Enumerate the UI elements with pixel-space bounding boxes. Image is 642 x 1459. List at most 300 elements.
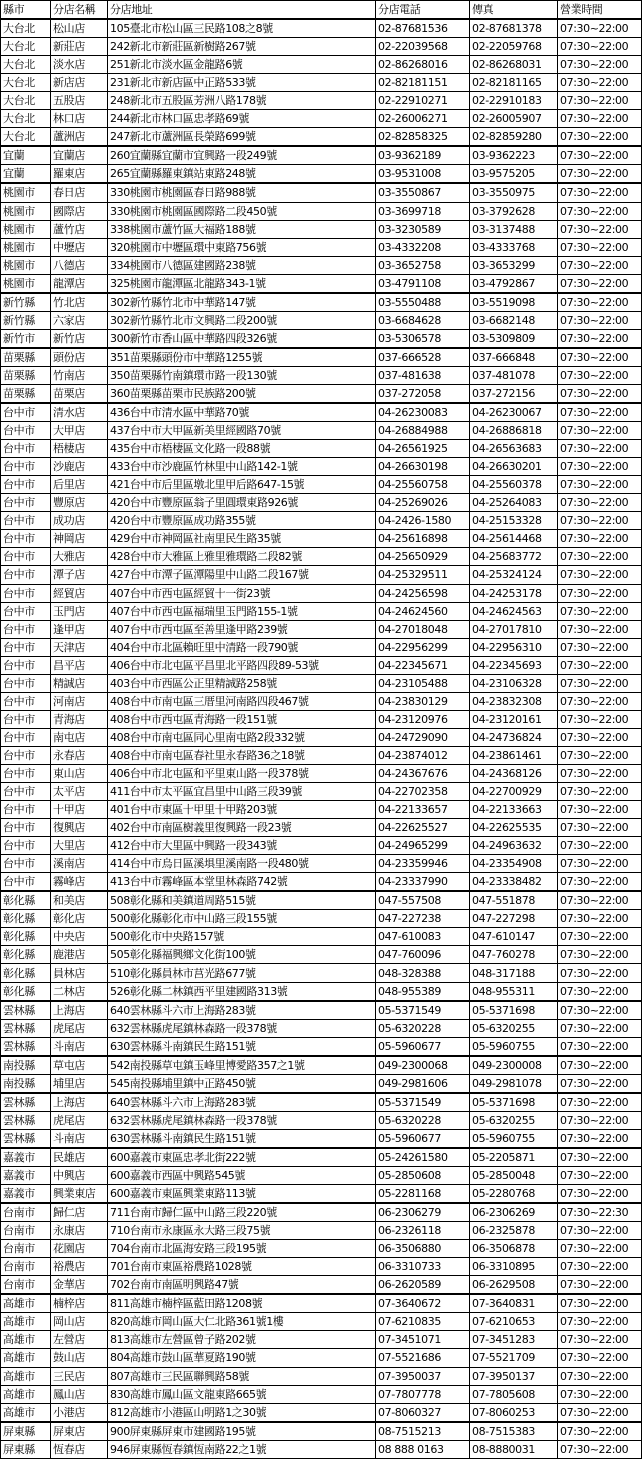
hours-cell: 07:30~22:00 <box>558 1037 642 1056</box>
address-cell: 807高雄市三民區聯興路58號 <box>108 1367 376 1385</box>
phone-cell: 04-22625527 <box>376 819 470 837</box>
address-cell: 420台中市豐原區翁子里圓環東路926號 <box>108 494 376 512</box>
table-row <box>1 92 642 110</box>
address-cell: 505彰化縣福興鄉文化街100號 <box>108 946 376 964</box>
store-name-cell: 精誠店 <box>51 674 108 692</box>
hours-cell: 07:30~22:00 <box>558 494 642 512</box>
phone-cell: 03-3230589 <box>376 220 470 238</box>
store-name-cell: 溪南店 <box>51 855 108 873</box>
phone-cell: 04-24256598 <box>376 584 470 602</box>
table-row <box>1 1349 642 1367</box>
store-name-cell: 大甲店 <box>51 422 108 440</box>
hours-cell: 07:30~22:00 <box>558 982 642 1001</box>
hours-cell: 07:30~22:00 <box>558 1331 642 1349</box>
table-row <box>1 819 642 837</box>
hours-cell: 07:30~22:00 <box>558 764 642 782</box>
county-cell: 雲林縣 <box>1 1111 51 1129</box>
address-cell: 408台中市西屯區青海路一段151號 <box>108 710 376 728</box>
hours-cell: 07:30~22:00 <box>558 566 642 584</box>
fax-cell: 05-2205871 <box>470 1148 558 1167</box>
store-name-cell: 竹北店 <box>51 293 108 312</box>
county-cell: 台中市 <box>1 422 51 440</box>
table-row <box>1 256 642 274</box>
fax-cell: 04-23120161 <box>470 710 558 728</box>
fax-cell: 02-22910183 <box>470 92 558 110</box>
table-row <box>1 183 642 202</box>
phone-cell: 04-22345671 <box>376 656 470 674</box>
address-cell: 407台中市西屯區至善里逢甲路239號 <box>108 620 376 638</box>
table-row <box>1 548 642 566</box>
table-row <box>1 928 642 946</box>
county-cell: 台中市 <box>1 728 51 746</box>
county-cell: 苗栗縣 <box>1 384 51 403</box>
phone-cell: 07-3451071 <box>376 1331 470 1349</box>
fax-cell: 04-22625535 <box>470 819 558 837</box>
county-cell: 宜蘭 <box>1 165 51 184</box>
table-row <box>1 146 642 165</box>
fax-cell: 05-5960755 <box>470 1129 558 1148</box>
hours-cell: 07:30~22:00 <box>558 656 642 674</box>
store-name-cell: 小港店 <box>51 1403 108 1422</box>
county-cell: 台中市 <box>1 837 51 855</box>
store-name-cell: 恆春店 <box>51 1440 108 1458</box>
table-row <box>1 403 642 422</box>
hours-cell: 07:30~22:30 <box>558 1203 642 1222</box>
address-cell: 710台南市永康區永大路三段75號 <box>108 1222 376 1240</box>
store-name-cell: 中央店 <box>51 928 108 946</box>
store-name-cell: 岡山店 <box>51 1313 108 1331</box>
county-cell: 新竹縣 <box>1 293 51 312</box>
county-cell: 彰化縣 <box>1 928 51 946</box>
fax-cell: 08-8880031 <box>470 1440 558 1458</box>
fax-cell: 05-6320255 <box>470 1019 558 1037</box>
county-cell: 台中市 <box>1 476 51 494</box>
store-name-cell: 豐原店 <box>51 494 108 512</box>
phone-cell: 03-5306578 <box>376 329 470 348</box>
county-cell: 台中市 <box>1 584 51 602</box>
county-cell: 大台北 <box>1 19 51 38</box>
fax-cell: 04-22345693 <box>470 656 558 674</box>
hours-cell: 07:30~22:00 <box>558 1422 642 1441</box>
table-row <box>1 1276 642 1295</box>
fax-cell: 047-760278 <box>470 946 558 964</box>
hours-cell: 07:30~22:00 <box>558 530 642 548</box>
fax-cell: 049-2300008 <box>470 1056 558 1075</box>
store-name-cell: 新店店 <box>51 74 108 92</box>
address-cell: 350苗栗縣竹南鎮環市路一段130號 <box>108 366 376 384</box>
county-cell: 嘉義市 <box>1 1167 51 1185</box>
phone-cell: 04-22956299 <box>376 638 470 656</box>
phone-cell: 07-5521686 <box>376 1349 470 1367</box>
table-row <box>1 1148 642 1167</box>
table-row <box>1 620 642 638</box>
phone-cell: 03-4332208 <box>376 238 470 256</box>
county-cell: 屏東縣 <box>1 1422 51 1441</box>
hours-cell: 07:30~22:00 <box>558 458 642 476</box>
table-row <box>1 1167 642 1185</box>
hours-cell: 07:30~22:00 <box>558 92 642 110</box>
address-cell: 414台中市烏日區溪埧里溪南路一段480號 <box>108 855 376 873</box>
table-row <box>1 1111 642 1129</box>
county-cell: 高雄市 <box>1 1313 51 1331</box>
fax-cell: 048-955311 <box>470 982 558 1001</box>
fax-cell: 05-5371698 <box>470 1093 558 1112</box>
table-row <box>1 728 642 746</box>
fax-cell: 04-25153328 <box>470 512 558 530</box>
phone-cell: 07-3640672 <box>376 1294 470 1313</box>
phone-cell: 02-26006271 <box>376 110 470 128</box>
address-cell: 404台中市北區賴旺里中清路一段790號 <box>108 638 376 656</box>
hours-cell: 07:30~22:00 <box>558 440 642 458</box>
address-cell: 630雲林縣斗南鎮民生路151號 <box>108 1129 376 1148</box>
table-row <box>1 128 642 147</box>
table-row <box>1 584 642 602</box>
fax-cell: 03-5519098 <box>470 293 558 312</box>
store-name-cell: 歸仁店 <box>51 1203 108 1222</box>
table-row <box>1 329 642 348</box>
table-row <box>1 494 642 512</box>
county-cell: 南投縣 <box>1 1074 51 1093</box>
store-name-column-header: 分店名稱 <box>51 1 108 20</box>
phone-cell: 04-25650929 <box>376 548 470 566</box>
hours-cell: 07:30~22:00 <box>558 202 642 220</box>
county-cell: 台中市 <box>1 710 51 728</box>
hours-cell: 07:30~22:00 <box>558 819 642 837</box>
store-name-cell: 蘆竹店 <box>51 220 108 238</box>
store-name-cell: 二林店 <box>51 982 108 1001</box>
store-name-cell: 東山店 <box>51 764 108 782</box>
hours-cell: 07:30~22:00 <box>558 855 642 873</box>
hours-cell: 07:30~22:00 <box>558 165 642 184</box>
hours-cell: 07:30~22:00 <box>558 274 642 293</box>
store-name-cell: 上海店 <box>51 1093 108 1112</box>
fax-cell: 04-26230067 <box>470 403 558 422</box>
county-cell: 台中市 <box>1 819 51 837</box>
address-cell: 413台中市霧峰區本堂里林森路742號 <box>108 873 376 892</box>
store-name-cell: 河南店 <box>51 692 108 710</box>
address-cell: 704台南市北區海安路三段195號 <box>108 1240 376 1258</box>
address-cell: 804高雄市鼓山區華夏路190號 <box>108 1349 376 1367</box>
county-cell: 台中市 <box>1 801 51 819</box>
county-cell: 台中市 <box>1 656 51 674</box>
hours-cell: 07:30~22:00 <box>558 801 642 819</box>
phone-cell: 03-4791108 <box>376 274 470 293</box>
table-row <box>1 1422 642 1441</box>
address-cell: 711台南市歸仁區中山路三段220號 <box>108 1203 376 1222</box>
table-row <box>1 476 642 494</box>
hours-cell: 07:30~22:00 <box>558 692 642 710</box>
store-name-cell: 埔里店 <box>51 1074 108 1093</box>
table-row <box>1 348 642 367</box>
hours-cell: 07:30~22:00 <box>558 110 642 128</box>
county-cell: 雲林縣 <box>1 1093 51 1112</box>
address-cell: 325桃園市龍潭區北龍路343-1號 <box>108 274 376 293</box>
table-row <box>1 530 642 548</box>
fax-cell: 037-666848 <box>470 348 558 367</box>
store-name-cell: 潭子店 <box>51 566 108 584</box>
hours-cell: 07:30~22:00 <box>558 964 642 982</box>
table-row <box>1 311 642 329</box>
store-name-cell: 民雄店 <box>51 1148 108 1167</box>
address-cell: 421台中市后里區墩北里甲后路647-15號 <box>108 476 376 494</box>
fax-cell: 03-6682148 <box>470 311 558 329</box>
address-cell: 406台中市北屯區平昌里北平路四段89-53號 <box>108 656 376 674</box>
phone-cell: 03-9362189 <box>376 146 470 165</box>
address-cell: 244新北市林口區忠孝路69號 <box>108 110 376 128</box>
store-name-cell: 南屯店 <box>51 728 108 746</box>
store-name-cell: 羅東店 <box>51 165 108 184</box>
store-name-cell: 新莊店 <box>51 38 108 56</box>
store-name-cell: 興業東店 <box>51 1185 108 1204</box>
hours-cell: 07:30~22:00 <box>558 638 642 656</box>
county-cell: 高雄市 <box>1 1385 51 1403</box>
hours-cell: 07:30~22:00 <box>558 238 642 256</box>
county-cell: 台中市 <box>1 530 51 548</box>
fax-column-header: 傳真 <box>470 1 558 20</box>
fax-cell: 04-25614468 <box>470 530 558 548</box>
phone-cell: 04-27018048 <box>376 620 470 638</box>
hours-cell: 07:30~22:00 <box>558 1258 642 1276</box>
address-cell: 260宜蘭縣宜蘭市宜興路一段249號 <box>108 146 376 165</box>
store-name-cell: 虎尾店 <box>51 1111 108 1129</box>
phone-cell: 04-26884988 <box>376 422 470 440</box>
address-cell: 408台中市南屯區同心里南屯路2段332號 <box>108 728 376 746</box>
address-cell: 428台中市大雅區上雅里雅環路二段82號 <box>108 548 376 566</box>
table-row <box>1 74 642 92</box>
county-cell: 桃園市 <box>1 274 51 293</box>
hours-cell: 07:30~22:00 <box>558 146 642 165</box>
store-name-cell: 大里店 <box>51 837 108 855</box>
fax-cell: 05-2850048 <box>470 1167 558 1185</box>
address-cell: 330桃園市桃園區春日路988號 <box>108 183 376 202</box>
fax-cell: 03-3653299 <box>470 256 558 274</box>
fax-cell: 04-25560378 <box>470 476 558 494</box>
table-row <box>1 440 642 458</box>
fax-cell: 02-87681378 <box>470 19 558 38</box>
address-cell: 407台中市西屯區經貿十一街23號 <box>108 584 376 602</box>
hours-cell: 07:30~22:00 <box>558 1222 642 1240</box>
phone-cell: 049-2981606 <box>376 1074 470 1093</box>
phone-cell: 02-22039568 <box>376 38 470 56</box>
store-name-cell: 草屯店 <box>51 1056 108 1075</box>
fax-cell: 04-23338482 <box>470 873 558 892</box>
store-name-cell: 經貿店 <box>51 584 108 602</box>
hours-cell: 07:30~22:00 <box>558 1093 642 1112</box>
table-row <box>1 891 642 910</box>
address-column-header: 分店地址 <box>108 1 376 20</box>
fax-cell: 037-272156 <box>470 384 558 403</box>
store-name-cell: 鼓山店 <box>51 1349 108 1367</box>
fax-cell: 04-23106328 <box>470 674 558 692</box>
table-row <box>1 710 642 728</box>
hours-column-header: 營業時間 <box>558 1 642 20</box>
phone-cell: 08-7515213 <box>376 1422 470 1441</box>
fax-cell: 04-23832308 <box>470 692 558 710</box>
county-cell: 大台北 <box>1 38 51 56</box>
store-name-cell: 宜蘭店 <box>51 146 108 165</box>
county-cell: 台中市 <box>1 783 51 801</box>
store-name-cell: 六家店 <box>51 311 108 329</box>
address-cell: 640雲林縣斗六市上海路283號 <box>108 1093 376 1112</box>
county-cell: 台南市 <box>1 1240 51 1258</box>
hours-cell: 07:30~22:00 <box>558 710 642 728</box>
county-cell: 台中市 <box>1 764 51 782</box>
store-name-cell: 頭份店 <box>51 348 108 367</box>
store-name-cell: 梧棲店 <box>51 440 108 458</box>
fax-cell: 04-24624563 <box>470 602 558 620</box>
fax-cell: 037-481078 <box>470 366 558 384</box>
hours-cell: 07:30~22:00 <box>558 1001 642 1020</box>
hours-cell: 07:30~22:00 <box>558 873 642 892</box>
address-cell: 330桃園市桃園區國際路二段450號 <box>108 202 376 220</box>
address-cell: 510彰化縣員林市莒光路677號 <box>108 964 376 982</box>
table-row <box>1 366 642 384</box>
phone-cell: 047-760096 <box>376 946 470 964</box>
table-row <box>1 656 642 674</box>
table-row <box>1 165 642 184</box>
table-row <box>1 110 642 128</box>
county-column-header: 縣市 <box>1 1 51 20</box>
address-cell: 412台中市大里區中興路一段343號 <box>108 837 376 855</box>
phone-cell: 08 888 0163 <box>376 1440 470 1458</box>
table-row <box>1 56 642 74</box>
hours-cell: 07:30~22:00 <box>558 1240 642 1258</box>
county-cell: 台中市 <box>1 746 51 764</box>
hours-cell: 07:30~22:00 <box>558 56 642 74</box>
county-cell: 台中市 <box>1 638 51 656</box>
table-row <box>1 783 642 801</box>
address-cell: 360苗栗縣苗栗市民族路200號 <box>108 384 376 403</box>
hours-cell: 07:30~22:00 <box>558 584 642 602</box>
address-cell: 830高雄市鳳山區文龍東路665號 <box>108 1385 376 1403</box>
store-name-cell: 松山店 <box>51 19 108 38</box>
county-cell: 台中市 <box>1 620 51 638</box>
table-row <box>1 638 642 656</box>
fax-cell: 048-317188 <box>470 964 558 982</box>
hours-cell: 07:30~22:00 <box>558 1185 642 1204</box>
phone-cell: 05-5371549 <box>376 1001 470 1020</box>
phone-cell: 047-227238 <box>376 910 470 928</box>
address-cell: 632雲林縣虎尾鎮林森路一段378號 <box>108 1019 376 1037</box>
fax-cell: 05-5960755 <box>470 1037 558 1056</box>
address-cell: 435台中市梧棲區文化路一段88號 <box>108 440 376 458</box>
fax-cell: 047-551878 <box>470 891 558 910</box>
county-cell: 台中市 <box>1 403 51 422</box>
table-row <box>1 566 642 584</box>
fax-cell: 06-2325878 <box>470 1222 558 1240</box>
table-row <box>1 1385 642 1403</box>
county-cell: 嘉義市 <box>1 1185 51 1204</box>
phone-cell: 04-22133657 <box>376 801 470 819</box>
phone-cell: 04-25329511 <box>376 566 470 584</box>
phone-cell: 05-2281168 <box>376 1185 470 1204</box>
fax-cell: 07-8060253 <box>470 1403 558 1422</box>
fax-cell: 04-22133663 <box>470 801 558 819</box>
county-cell: 桃園市 <box>1 202 51 220</box>
fax-cell: 02-26005907 <box>470 110 558 128</box>
store-name-cell: 昌平店 <box>51 656 108 674</box>
phone-cell: 06-2326118 <box>376 1222 470 1240</box>
address-cell: 420台中市豐原區成功路355號 <box>108 512 376 530</box>
fax-cell: 047-227298 <box>470 910 558 928</box>
fax-cell: 02-86268031 <box>470 56 558 74</box>
phone-cell: 04-24965299 <box>376 837 470 855</box>
store-name-cell: 復興店 <box>51 819 108 837</box>
hours-cell: 07:30~22:00 <box>558 946 642 964</box>
county-cell: 南投縣 <box>1 1056 51 1075</box>
fax-cell: 04-26563683 <box>470 440 558 458</box>
phone-cell: 03-3550867 <box>376 183 470 202</box>
address-cell: 433台中市沙鹿區竹林里中山路142-1號 <box>108 458 376 476</box>
hours-cell: 07:30~22:00 <box>558 1129 642 1148</box>
table-row <box>1 1331 642 1349</box>
county-cell: 彰化縣 <box>1 891 51 910</box>
phone-cell: 037-481638 <box>376 366 470 384</box>
address-cell: 600嘉義市東區興業東路113號 <box>108 1185 376 1204</box>
county-cell: 台中市 <box>1 440 51 458</box>
county-cell: 高雄市 <box>1 1349 51 1367</box>
table-row <box>1 19 642 38</box>
store-rows <box>1 19 642 1458</box>
hours-cell: 07:30~22:00 <box>558 476 642 494</box>
phone-cell: 02-86268016 <box>376 56 470 74</box>
hours-cell: 07:30~22:00 <box>558 674 642 692</box>
phone-cell: 04-2426-1580 <box>376 512 470 530</box>
address-cell: 813高雄市左營區曾子路202號 <box>108 1331 376 1349</box>
hours-cell: 07:30~22:00 <box>558 928 642 946</box>
store-name-cell: 永春店 <box>51 746 108 764</box>
phone-cell: 04-26561925 <box>376 440 470 458</box>
phone-cell: 07-7807778 <box>376 1385 470 1403</box>
county-cell: 台中市 <box>1 512 51 530</box>
hours-cell: 07:30~22:00 <box>558 384 642 403</box>
phone-cell: 02-82181151 <box>376 74 470 92</box>
county-cell: 雲林縣 <box>1 1037 51 1056</box>
county-cell: 彰化縣 <box>1 982 51 1001</box>
store-name-cell: 青海店 <box>51 710 108 728</box>
address-cell: 500彰化市中央路157號 <box>108 928 376 946</box>
store-name-cell: 太平店 <box>51 783 108 801</box>
address-cell: 508彰化縣和美鎮道周路515號 <box>108 891 376 910</box>
hours-cell: 07:30~22:00 <box>558 311 642 329</box>
phone-cell: 04-23359946 <box>376 855 470 873</box>
store-name-cell: 中興店 <box>51 1167 108 1185</box>
store-name-cell: 鳳山店 <box>51 1385 108 1403</box>
county-cell: 台南市 <box>1 1222 51 1240</box>
table-row <box>1 1403 642 1422</box>
county-cell: 宜蘭 <box>1 146 51 165</box>
phone-cell: 03-6684628 <box>376 311 470 329</box>
address-cell: 338桃園市蘆竹區大福路188號 <box>108 220 376 238</box>
county-cell: 台中市 <box>1 602 51 620</box>
store-name-cell: 清水店 <box>51 403 108 422</box>
fax-cell: 049-2981078 <box>470 1074 558 1093</box>
phone-cell: 04-24367676 <box>376 764 470 782</box>
county-cell: 大台北 <box>1 128 51 147</box>
hours-cell: 07:30~22:00 <box>558 548 642 566</box>
store-name-cell: 中壢店 <box>51 238 108 256</box>
fax-cell: 07-5521709 <box>470 1349 558 1367</box>
store-name-cell: 玉門店 <box>51 602 108 620</box>
address-cell: 265宜蘭縣羅東鎮站東路248號 <box>108 165 376 184</box>
address-cell: 946屏東縣恆春鎮恆南路22之1號 <box>108 1440 376 1458</box>
table-row <box>1 38 642 56</box>
table-row <box>1 982 642 1001</box>
county-cell: 苗栗縣 <box>1 366 51 384</box>
table-row <box>1 202 642 220</box>
store-name-cell: 和美店 <box>51 891 108 910</box>
table-row <box>1 422 642 440</box>
